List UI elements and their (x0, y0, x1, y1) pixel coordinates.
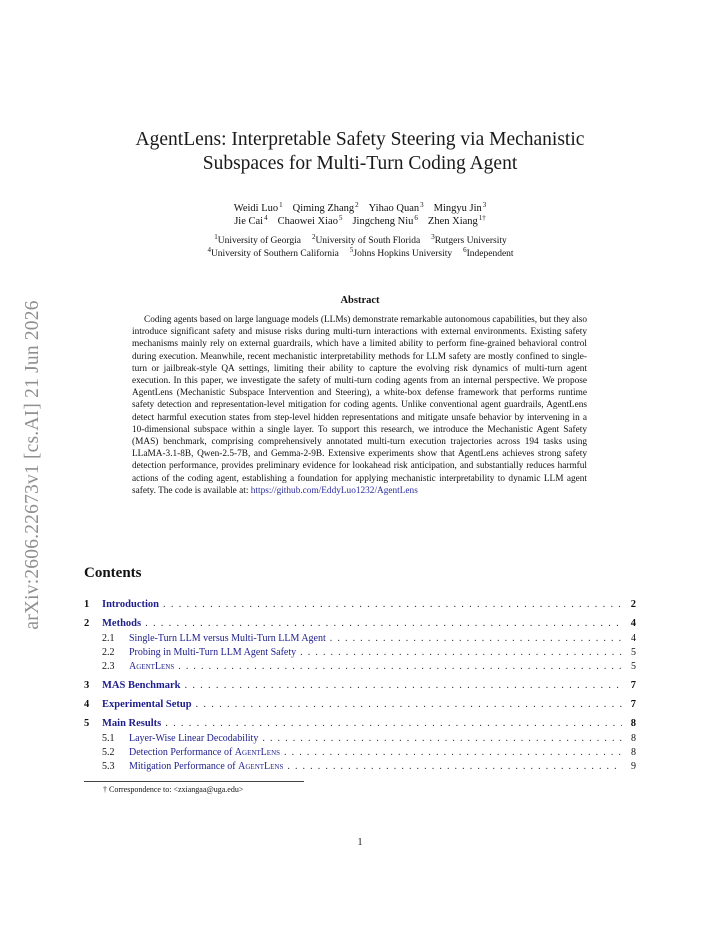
contents-heading: Contents (84, 565, 142, 581)
toc-number: 2 (84, 618, 90, 629)
toc-page-number: 8 (630, 718, 636, 729)
toc-leader-dots (178, 661, 622, 672)
toc-label[interactable]: Detection Performance of AgentLens (129, 747, 281, 758)
toc-leader-dots (262, 733, 622, 744)
toc-subsection[interactable] (84, 761, 636, 772)
toc-leader-dots (145, 618, 622, 629)
toc-leader-dots (284, 747, 622, 758)
footnote-rule (84, 781, 304, 782)
toc-number: 2.3 (102, 661, 115, 672)
toc-label[interactable] (129, 661, 174, 672)
author-name: Chaowei Xiao$^5$ (277, 214, 343, 227)
toc-number: 3 (84, 680, 90, 691)
toc-section[interactable] (84, 618, 636, 629)
affiliation-mark: 4 (207, 246, 211, 254)
toc-label[interactable]: Main Results (102, 718, 162, 729)
author-name: Weidi Luo$^1$ (233, 201, 283, 214)
toc-number: 5.2 (102, 747, 115, 758)
affiliation: $^6$Independent (463, 246, 514, 259)
toc-label[interactable]: Single-Turn LLM versus Multi-Turn LLM Agent (129, 633, 326, 644)
toc-section[interactable] (84, 718, 636, 729)
author-name: Jingcheng Niu$^6$ (352, 214, 418, 227)
toc-number: 2.1 (102, 633, 115, 644)
author-list-row-2 (80, 212, 640, 228)
title-line-2: Subspaces for Multi-Turn Coding Agent (202, 153, 518, 174)
affiliation-mark: 5 (349, 246, 354, 254)
toc-page-number: 5 (631, 647, 636, 658)
toc-subsection[interactable] (84, 633, 636, 644)
title-line-1: AgentLens: Interpretable Safety Steering via Mechanistic (135, 129, 585, 150)
toc-leader-dots (163, 599, 622, 610)
abstract-text: Coding agents based on large language models (LLMs) demonstrate remarkable autonomous capabilities, but they also introduce significant safety and misuse risks during multi-turn interactions with external environments. Existing safety mechanisms mainly rely on external guardrails, which have a limited ability to perform fine-grained behavioral control during execution. Meanwhile, recent mechanistic interpretability methods for LLM safety are mostly confined to single-turn or jailbreak-style QA settings, limiting their ability to capture the evolving risk dynamics of multi-turn agent execution. In this paper, we investigate the safety of multi-turn coding agents from an internal perspective. We propose AgentLens (Mechanistic Subspace Intervention and Steering), a white-box defense framework that performs runtime safety detection and representation-level mitigation for coding agents. Unlike conventional agent guardrails, AgentLens detect harmful execution states from step-level hidden representations and mitigate unsafe behavior by intervening in a 10-dimensional subspace within a single layer. To support this research, we introduce the Mechanistic Agent Safety (MAS) benchmark, comprising comprehensively annotated multi-turn execution trajectories across 194 tasks using LLaMA-3.1-8B, Qwen-2.5-7B, and Gemma-2-9B. Extensive experiments show that AgentLens achieves strong safety detection performance, provides preliminary evidence for lookahead risk anticipation, and substantially reduces harmful actions of the coding agent, establishing a foundation for applying mechanistic interpretability to dynamic LLM agent safety. The code is available at: (132, 315, 587, 496)
toc-leader-dots (287, 761, 622, 772)
toc-label[interactable]: MAS Benchmark (102, 680, 181, 691)
toc-section[interactable] (84, 680, 636, 691)
author-name: Qiming Zhang$^2$ (292, 201, 359, 214)
affiliation-mark: 2 (355, 201, 359, 209)
toc-page-number: 2 (630, 599, 636, 610)
affiliation-mark: 3 (431, 233, 435, 241)
affiliation-mark: 5 (338, 214, 343, 222)
toc-number: 2.2 (102, 647, 115, 658)
toc-subsection[interactable] (84, 733, 636, 744)
author-name: Mingyu Jin$^3$ (433, 201, 487, 214)
toc-label-smallcaps: AgentLens (238, 761, 284, 772)
toc-number: 5 (84, 718, 90, 729)
toc-page-number: 4 (631, 633, 636, 644)
toc-number: 4 (84, 699, 90, 710)
author-name: Zhen Xiang$^{1\dagger}$ (427, 214, 486, 227)
toc-number: 1 (84, 599, 90, 610)
toc-page-number: 8 (631, 733, 636, 744)
affiliation-row-2 (80, 244, 640, 261)
arxiv-identifier-text: arXiv:2606.22673v1 [cs.AI] 21 Jun 2026 (22, 300, 43, 630)
toc-label[interactable]: Introduction (102, 599, 159, 610)
toc-section[interactable] (84, 599, 636, 610)
affiliation: $^3$Rutgers University (431, 233, 507, 246)
affiliation-mark: 2 (311, 233, 316, 241)
paper-title (80, 128, 640, 176)
toc-label[interactable]: Methods (102, 618, 142, 629)
toc-page-number: 8 (631, 747, 636, 758)
affiliation: $^2$University of South Florida (311, 233, 421, 246)
toc-label[interactable]: Probing in Multi-Turn LLM Agent Safety (129, 647, 297, 658)
author-name: Yihao Quan$^3$ (368, 201, 424, 214)
toc-leader-dots (165, 718, 622, 729)
affiliation-mark: 6 (414, 214, 418, 222)
affiliation: $^4$University of Southern California (207, 246, 339, 259)
abstract-heading: Abstract (340, 295, 380, 306)
toc-number: 5.1 (102, 733, 115, 744)
affiliation-mark: 1† (478, 214, 486, 222)
affiliation-mark: 4 (264, 214, 268, 222)
toc-label-smallcaps: AgentLens (234, 747, 281, 758)
toc-leader-dots (330, 633, 622, 644)
toc-page-number: 4 (630, 618, 636, 629)
toc-section[interactable] (84, 699, 636, 710)
toc-leader-dots (300, 647, 622, 658)
toc-page-number: 7 (630, 680, 636, 691)
toc-label[interactable]: Layer-Wise Linear Decodability (129, 733, 259, 744)
toc-label[interactable]: Experimental Setup (102, 699, 192, 710)
arxiv-identifier (20, 265, 46, 665)
footnote: † Correspondence to: <zxiangaa@uga.edu> (103, 785, 244, 794)
affiliation-mark: 3 (420, 201, 424, 209)
toc-subsection[interactable] (84, 747, 636, 758)
affiliation-mark: 1 (214, 233, 218, 241)
toc-page-number: 9 (631, 761, 636, 772)
affiliation: $^1$University of Georgia (214, 233, 301, 246)
affiliation-mark: 1 (279, 201, 283, 209)
toc-leader-dots (196, 699, 622, 710)
toc-label-smallcaps: AgentLens (129, 661, 175, 672)
author-name: Jie Cai$^4$ (234, 214, 268, 227)
toc-leader-dots (184, 680, 622, 691)
toc-page-number: 5 (631, 661, 636, 672)
code-link[interactable]: https://github.com/EddyLuo1232/AgentLens (250, 485, 418, 496)
affiliation: $^5$Johns Hopkins University (349, 246, 453, 259)
affiliation-mark: 6 (463, 246, 467, 254)
toc-page-number: 7 (630, 699, 636, 710)
toc-label[interactable]: Mitigation Performance of AgentLens (129, 761, 284, 772)
toc-number: 5.3 (102, 761, 115, 772)
toc-subsection[interactable] (84, 647, 636, 658)
affiliation-mark: 3 (482, 201, 487, 209)
page-number: 1 (357, 837, 363, 848)
abstract-body (132, 314, 587, 497)
toc-subsection[interactable] (84, 661, 636, 672)
